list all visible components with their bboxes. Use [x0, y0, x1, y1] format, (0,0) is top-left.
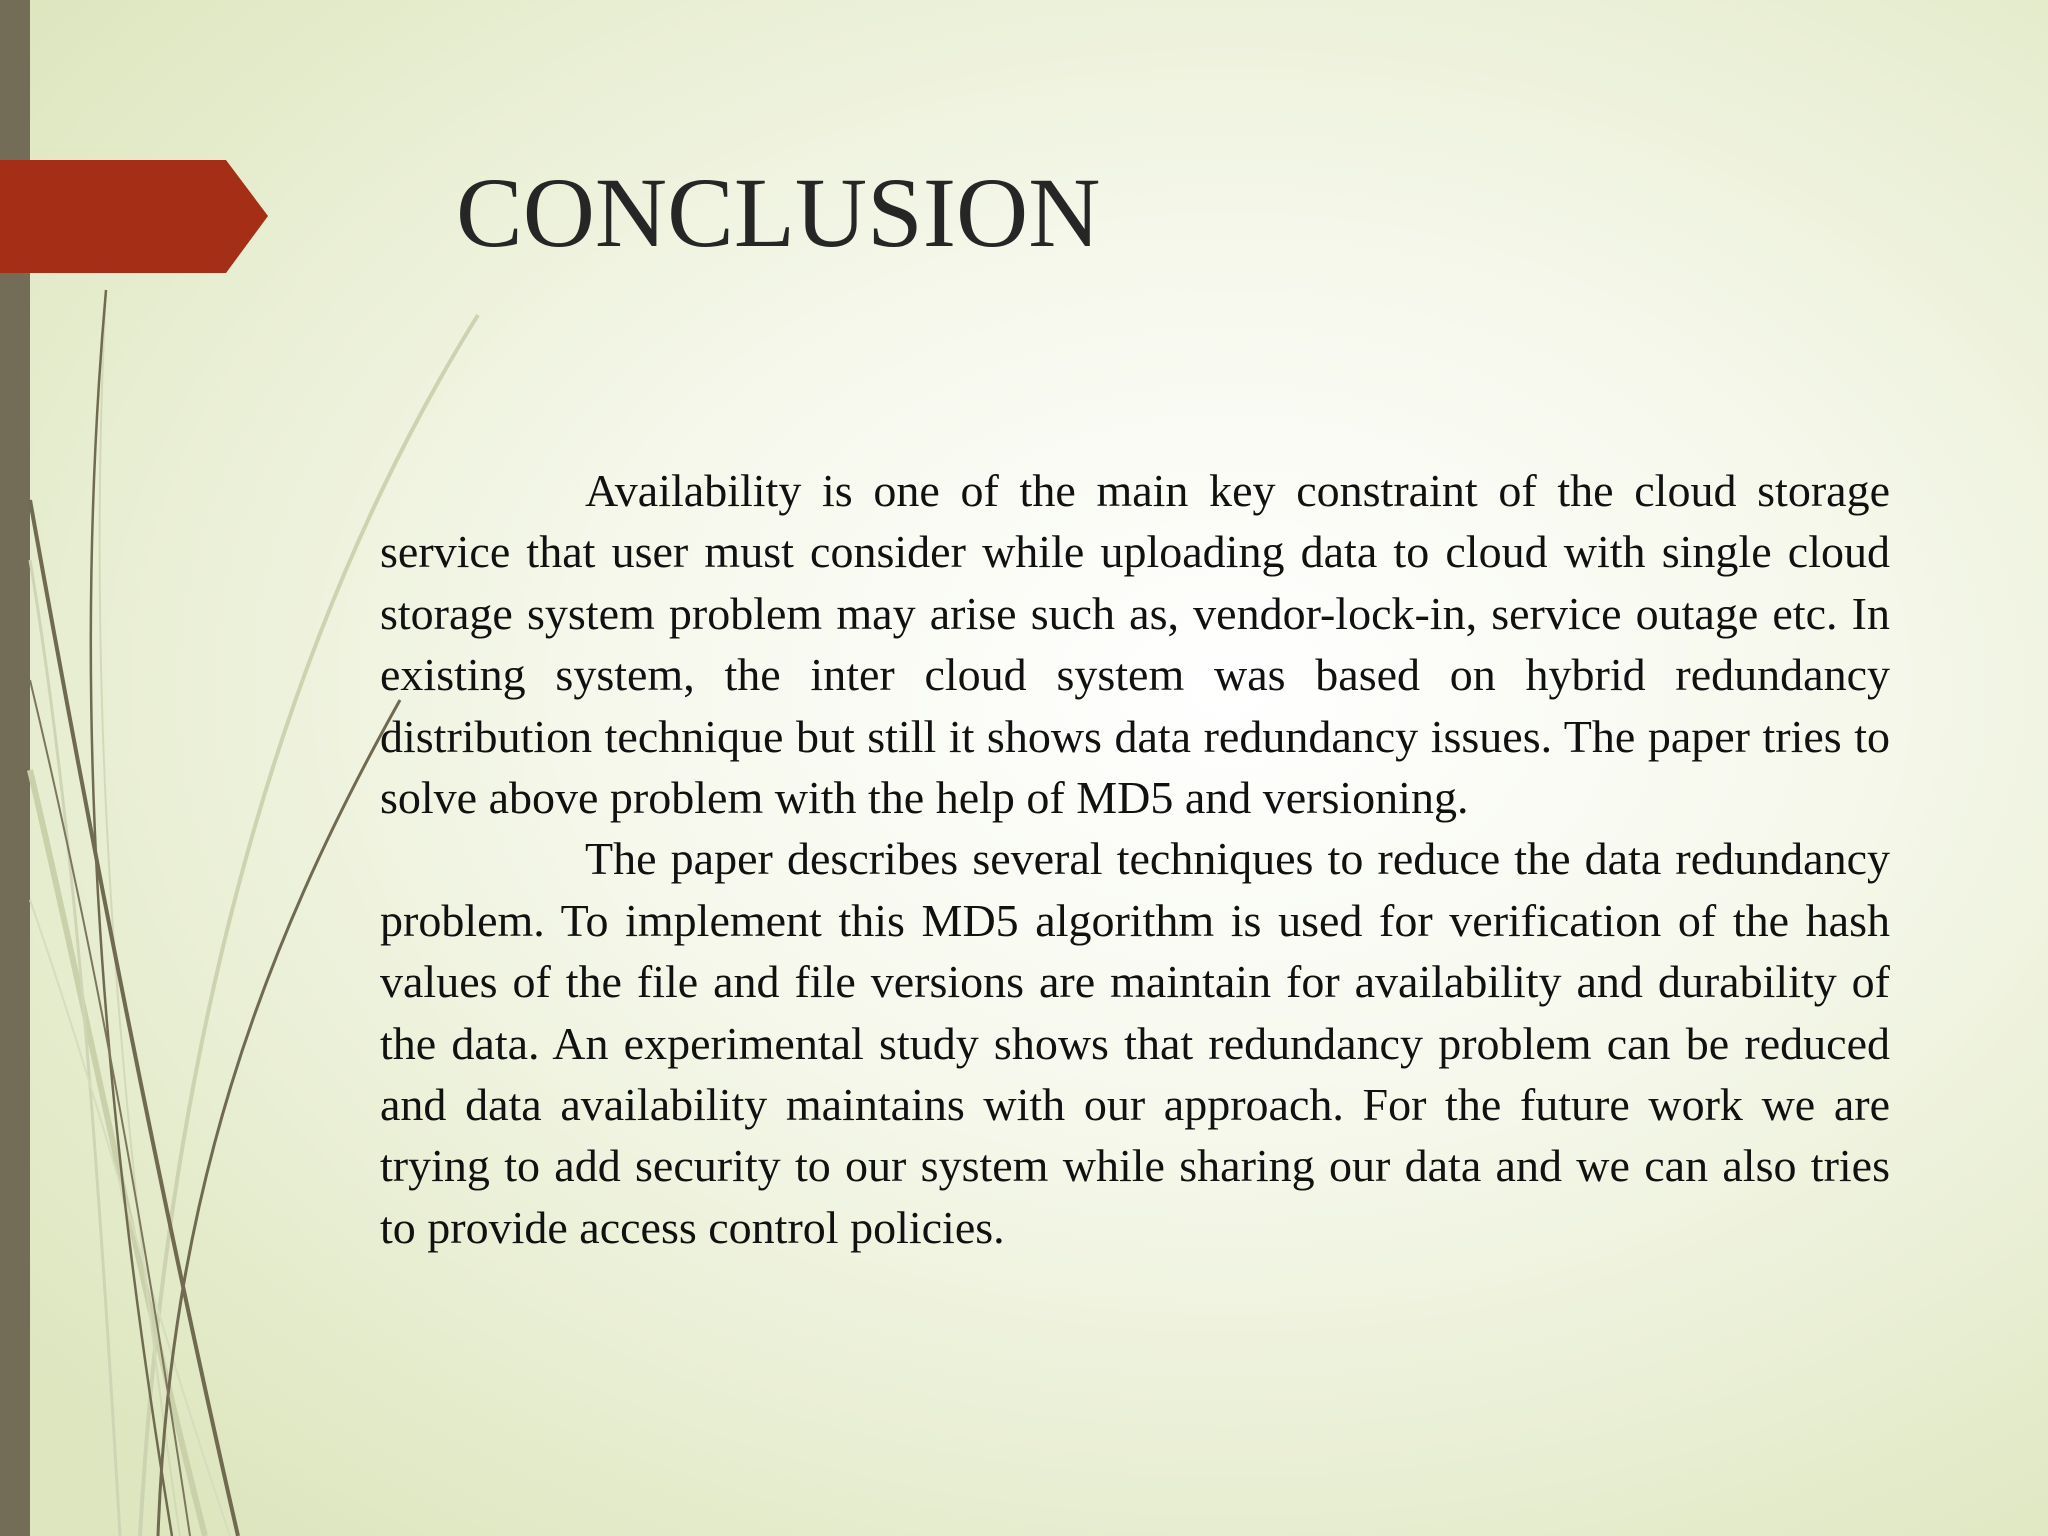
- title-arrow-shape: [0, 160, 268, 273]
- paragraph-2: The paper describes several techniques to reduce the data redundancy problem. To implement this MD5 algorithm is used for verification of the hash values of the file and file versions are maintain for availability and durability of the data. An experimental study shows that redundancy problem can be reduced and data availability maintains with our approach. For the future work we are trying to add security to our system while sharing our data and we can also tries to provide access control policies.: [380, 833, 1890, 1253]
- paragraph-1: Availability is one of the main key constraint of the cloud storage service that user must consider while uploading data to cloud with single cloud storage system problem may arise such as, vendor-lock-in, service outage etc. In existing system, the inter cloud system was based on hybrid redundancy distribution technique but still it shows data redundancy issues. The paper tries to solve above problem with the help of MD5 and versioning.: [380, 465, 1890, 824]
- slide-title: CONCLUSION: [456, 157, 1101, 268]
- body-text: [380, 460, 1890, 1258]
- curve-light-5: [30, 900, 230, 1536]
- curve-light-3: [30, 560, 120, 1536]
- curve-light-1: [30, 770, 205, 1536]
- curve-dark-3: [158, 700, 400, 1536]
- curve-light-4: [100, 290, 180, 1536]
